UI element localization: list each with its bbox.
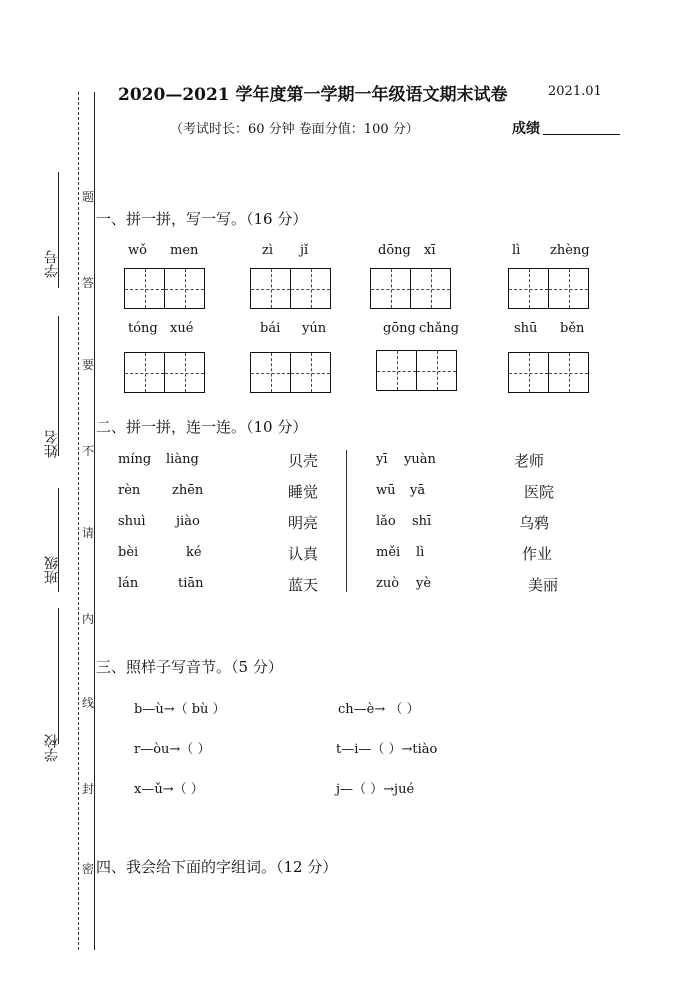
pinyin: gōng [383,321,416,336]
pinyin: shū [514,321,538,336]
match-word[interactable]: 乌鸦 [519,514,550,532]
match-pinyin: shuì [118,514,146,529]
writing-grid[interactable] [250,352,331,393]
pinyin: men [170,243,199,258]
match-pinyin: rèn [118,483,141,498]
match-word[interactable]: 老师 [514,452,545,470]
syllable-exercise[interactable]: r—òu→（ ） [134,742,211,757]
match-pinyin: yā [410,483,426,498]
match-pinyin: yī [376,452,388,467]
score-blank[interactable] [543,134,620,135]
syllable-exercise[interactable]: t—i—（ ）→tiào [336,742,438,757]
match-word[interactable]: 医院 [524,483,555,501]
syllable-exercise[interactable]: b—ù→（ bù ） [134,702,226,717]
match-pinyin: wū [376,483,396,498]
match-word[interactable]: 蓝天 [288,576,319,594]
pinyin: zì [262,243,274,258]
match-divider [346,450,347,592]
seal-char: 不 [82,444,95,458]
writing-grid[interactable] [370,268,451,309]
match-pinyin: měi [376,545,401,560]
exam-info: （考试时长：60 分钟 卷面分值：100 分） [170,122,419,137]
pinyin: xī [424,243,436,258]
student-id-label: 学号 [44,250,60,278]
seal-char: 请 [82,526,95,540]
seal-char: 答 [82,276,95,290]
seal-char: 封 [82,782,95,796]
match-word[interactable]: 贝壳 [288,452,319,470]
seal-char: 要 [82,358,95,372]
section-2-heading: 二、拼一拼，连一连。（10 分） [96,418,308,436]
match-word[interactable]: 美丽 [528,576,559,594]
match-pinyin: míng [118,452,152,467]
match-word[interactable]: 睡觉 [288,483,319,501]
match-pinyin: liàng [166,452,199,467]
name-label: 姓名 [44,430,60,458]
class-label: 班级 [44,556,60,584]
match-pinyin: tiān [178,576,204,591]
writing-grid[interactable] [124,352,205,393]
pinyin: chǎng [419,321,460,336]
match-pinyin: ké [186,545,202,560]
pinyin: lì [512,243,521,258]
section-3-heading: 三、照样子写音节。（5 分） [96,658,283,676]
match-word[interactable]: 作业 [522,545,553,563]
seal-char: 题 [82,190,95,204]
exam-date: 2021.01 [548,84,602,99]
match-pinyin: bèi [118,545,139,560]
pinyin: běn [560,321,585,336]
match-pinyin: jiào [176,514,200,529]
writing-grid[interactable] [508,352,589,393]
school-label: 学校 [44,734,60,762]
pinyin: wǒ [128,243,147,258]
writing-grid[interactable] [124,268,205,309]
exam-title: 2020—2021 学年度第一学期一年级语文期末试卷 [118,85,508,105]
match-pinyin: yè [416,576,432,591]
match-pinyin: shī [412,514,432,529]
match-word[interactable]: 明亮 [288,514,319,532]
pinyin: dōng [378,243,411,258]
section-1-heading: 一、拼一拼，写一写。（16 分） [96,210,308,228]
pinyin: zhèng [550,243,590,258]
match-pinyin: zhēn [172,483,204,498]
cut-line-dashed [78,92,79,950]
pinyin: jǐ [300,243,309,258]
school-blank[interactable] [58,608,59,744]
section-4-heading: 四、我会给下面的字组词。（12 分） [96,858,338,876]
match-pinyin: lì [416,545,425,560]
seal-char: 密 [82,862,95,876]
score-label: 成绩 [512,121,540,137]
pinyin: bái [260,321,281,336]
pinyin: tóng [128,321,158,336]
match-pinyin: lán [118,576,139,591]
match-pinyin: lǎo [376,514,396,529]
syllable-exercise[interactable]: x—ǔ→（ ） [134,782,204,797]
match-word[interactable]: 认真 [288,545,319,563]
match-pinyin: yuàn [404,452,436,467]
syllable-exercise[interactable]: j—（ ）→jué [336,782,415,797]
writing-grid[interactable] [250,268,331,309]
writing-grid[interactable] [508,268,589,309]
writing-grid[interactable] [376,350,457,391]
binding-line [94,92,95,950]
seal-char: 线 [82,696,95,710]
match-pinyin: zuò [376,576,400,591]
seal-char: 内 [82,612,95,626]
syllable-exercise[interactable]: ch—è→ （ ） [338,702,420,717]
pinyin: yún [302,321,327,336]
pinyin: xué [170,321,194,336]
